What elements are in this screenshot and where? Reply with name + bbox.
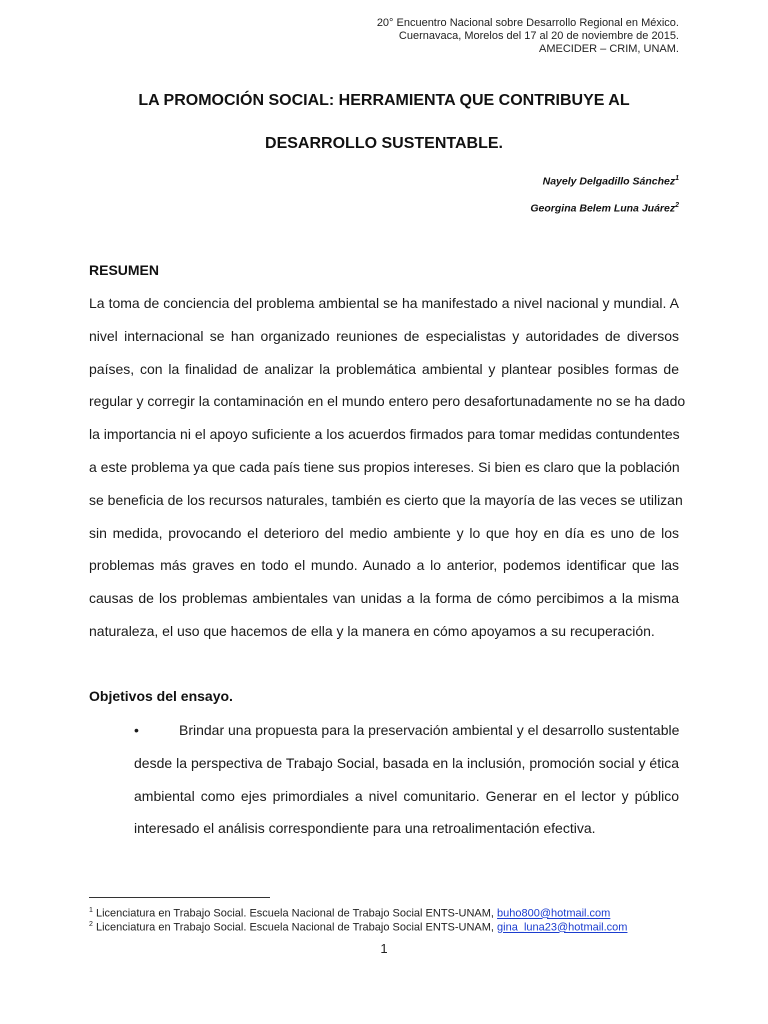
- footnote-2: [89, 918, 627, 935]
- author-name: Nayely Delgadillo Sánchez: [542, 175, 676, 188]
- footnote-mark: 1: [89, 907, 93, 914]
- paragraph-line: Brindar una propuesta para la preservación ambiental y el desarrollo sustentable: [179, 722, 680, 738]
- conference-header-line: AMECIDER – CRIM, UNAM.: [539, 43, 679, 55]
- footnote-mark: 2: [89, 921, 93, 928]
- conference-header-line: Cuernavaca, Morelos del 17 al 20 de noviembre de 2015.: [398, 30, 679, 42]
- footnote-text: Licenciatura en Trabajo Social. Escuela Nacional de Trabajo Social ENTS-UNAM,: [92, 907, 498, 920]
- paragraph-line: regular y corregir la contaminación en el mundo entero pero desafortunadamente no se ha dado: [89, 393, 686, 410]
- author-1: [543, 175, 679, 188]
- paragraph-line: a este problema ya que cada país tiene sus propios intereses. Si bien es claro que la población: [89, 458, 680, 475]
- conference-header: [377, 17, 679, 56]
- email-link[interactable]: gina_luna23@hotmail.com: [497, 921, 628, 934]
- paragraph-line: naturaleza, el uso que hacemos de ella y la manera en cómo apoyamos a su recuperación.: [89, 622, 655, 639]
- document-title-line-1: LA PROMOCIÓN SOCIAL: HERRAMIENTA QUE CONTRIBUYE AL: [138, 92, 630, 109]
- paragraph-line: ambiental como ejes primordiales a nivel comunitario. Generar en el lector y público: [134, 787, 679, 804]
- email-link[interactable]: buho800@hotmail.com: [497, 907, 611, 920]
- footnote-ref[interactable]: 2: [675, 202, 679, 209]
- section-heading-resumen: RESUMEN: [89, 262, 160, 278]
- paragraph-line: nivel internacional se han organizado reuniones de especialistas y autoridades de diversos: [89, 327, 679, 344]
- paragraph-line: países, con la finalidad de analizar la problemática ambiental y plantear posibles formas de: [89, 360, 679, 377]
- paragraph-line: se beneficia de los recursos naturales, también es cierto que la mayoría de las veces se utilizan: [89, 491, 683, 508]
- paragraph-line: problemas más graves en todo el mundo. Aunado a lo anterior, podemos identificar que las: [89, 557, 679, 574]
- resumen-paragraph: [89, 294, 686, 655]
- paragraph-line: La toma de conciencia del problema ambiental se ha manifestado a nivel nacional y mundial. A: [89, 295, 679, 311]
- paragraph-line: interesado el análisis correspondiente para una retroalimentación efectiva.: [134, 820, 596, 837]
- bullet-first-line: [134, 721, 679, 754]
- bullet-icon: •: [134, 722, 139, 738]
- footnote-divider: [89, 897, 270, 898]
- author-name: Georgina Belem Luna Juárez: [530, 202, 676, 215]
- conference-header-line: 20° Encuentro Nacional sobre Desarrollo Regional en México.: [376, 17, 679, 29]
- footnote-ref[interactable]: 1: [675, 175, 679, 182]
- section-heading-objetivos: Objetivos del ensayo.: [89, 688, 233, 704]
- paragraph-line: desde la perspectiva de Trabajo Social, basada en la inclusión, promoción social y ética: [134, 754, 679, 771]
- paragraph-line: la importancia ni el apoyo suficiente a los acuerdos firmados para tomar medidas contundentes: [89, 426, 680, 443]
- objetivos-bullet-item: [134, 721, 679, 852]
- author-2: [530, 202, 679, 215]
- document-title-line-2: DESARROLLO SUSTENTABLE.: [265, 135, 503, 152]
- footnote-text: Licenciatura en Trabajo Social. Escuela Nacional de Trabajo Social ENTS-UNAM,: [92, 921, 498, 934]
- page-number: 1: [380, 941, 388, 956]
- paragraph-line: causas de los problemas ambientales van unidas a la forma de cómo percibimos a la misma: [89, 590, 679, 607]
- paragraph-line: sin medida, provocando el deterioro del medio ambiente y lo que hoy en día es uno de los: [89, 524, 679, 541]
